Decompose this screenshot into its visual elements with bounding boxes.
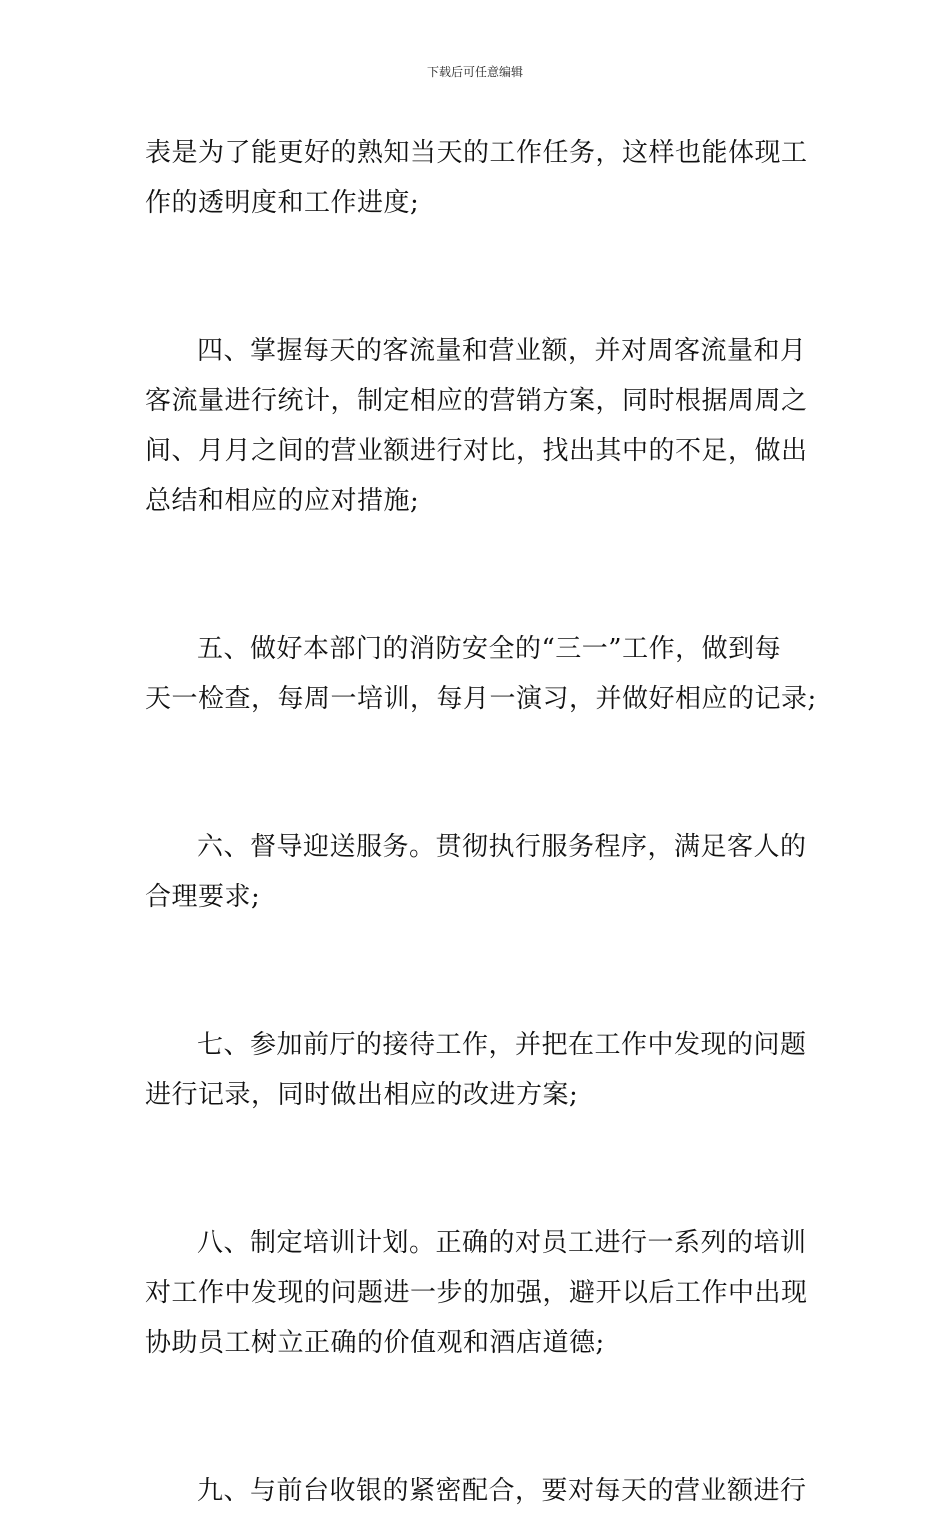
text-line: 协助员工树立正确的价值观和酒店道德; bbox=[145, 1328, 605, 1358]
text-line: 客流量进行统计，制定相应的营销方案，同时根据周周之 bbox=[145, 386, 808, 416]
text-line: 进行记录，同时做出相应的改进方案; bbox=[145, 1080, 579, 1110]
paragraph-item-5 bbox=[145, 624, 817, 724]
text-line: 九、与前台收银的紧密配合，要对每天的营业额进行 bbox=[197, 1476, 807, 1506]
page-header: 下载后可任意编辑 bbox=[426, 65, 523, 79]
text-line: 六、督导迎送服务。贯彻执行服务程序，满足客人的 bbox=[197, 832, 807, 862]
paragraph-item-8 bbox=[145, 1218, 810, 1368]
paragraph-item-9 bbox=[145, 1466, 810, 1516]
text-line: 间、月月之间的营业额进行对比，找出其中的不足，做出 bbox=[145, 436, 808, 466]
text-line: 对工作中发现的问题进一步的加强，避开以后工作中出现 bbox=[145, 1278, 808, 1308]
document-body bbox=[145, 128, 817, 1516]
text-line: 表是为了能更好的熟知当天的工作任务，这样也能体现工 bbox=[145, 138, 808, 168]
text-line: 八、制定培训计划。正确的对员工进行一系列的培训 bbox=[197, 1228, 807, 1258]
paragraph-item-4 bbox=[145, 326, 810, 526]
paragraph-item-6 bbox=[145, 822, 810, 922]
text-line: 天一检查，每周一培训，每月一演习，并做好相应的记录; bbox=[145, 684, 817, 714]
paragraph-item-7 bbox=[145, 1020, 810, 1120]
paragraph-continuation bbox=[145, 128, 810, 228]
text-line: 合理要求; bbox=[145, 882, 261, 912]
text-line: 七、参加前厅的接待工作，并把在工作中发现的问题 bbox=[197, 1030, 807, 1060]
text-line: 四、掌握每天的客流量和营业额，并对周客流量和月 bbox=[197, 336, 807, 366]
text-line: 作的透明度和工作进度; bbox=[145, 188, 420, 218]
text-line: 五、做好本部门的消防安全的“三一”工作，做到每 bbox=[197, 634, 782, 664]
text-line: 总结和相应的应对措施; bbox=[145, 486, 420, 516]
